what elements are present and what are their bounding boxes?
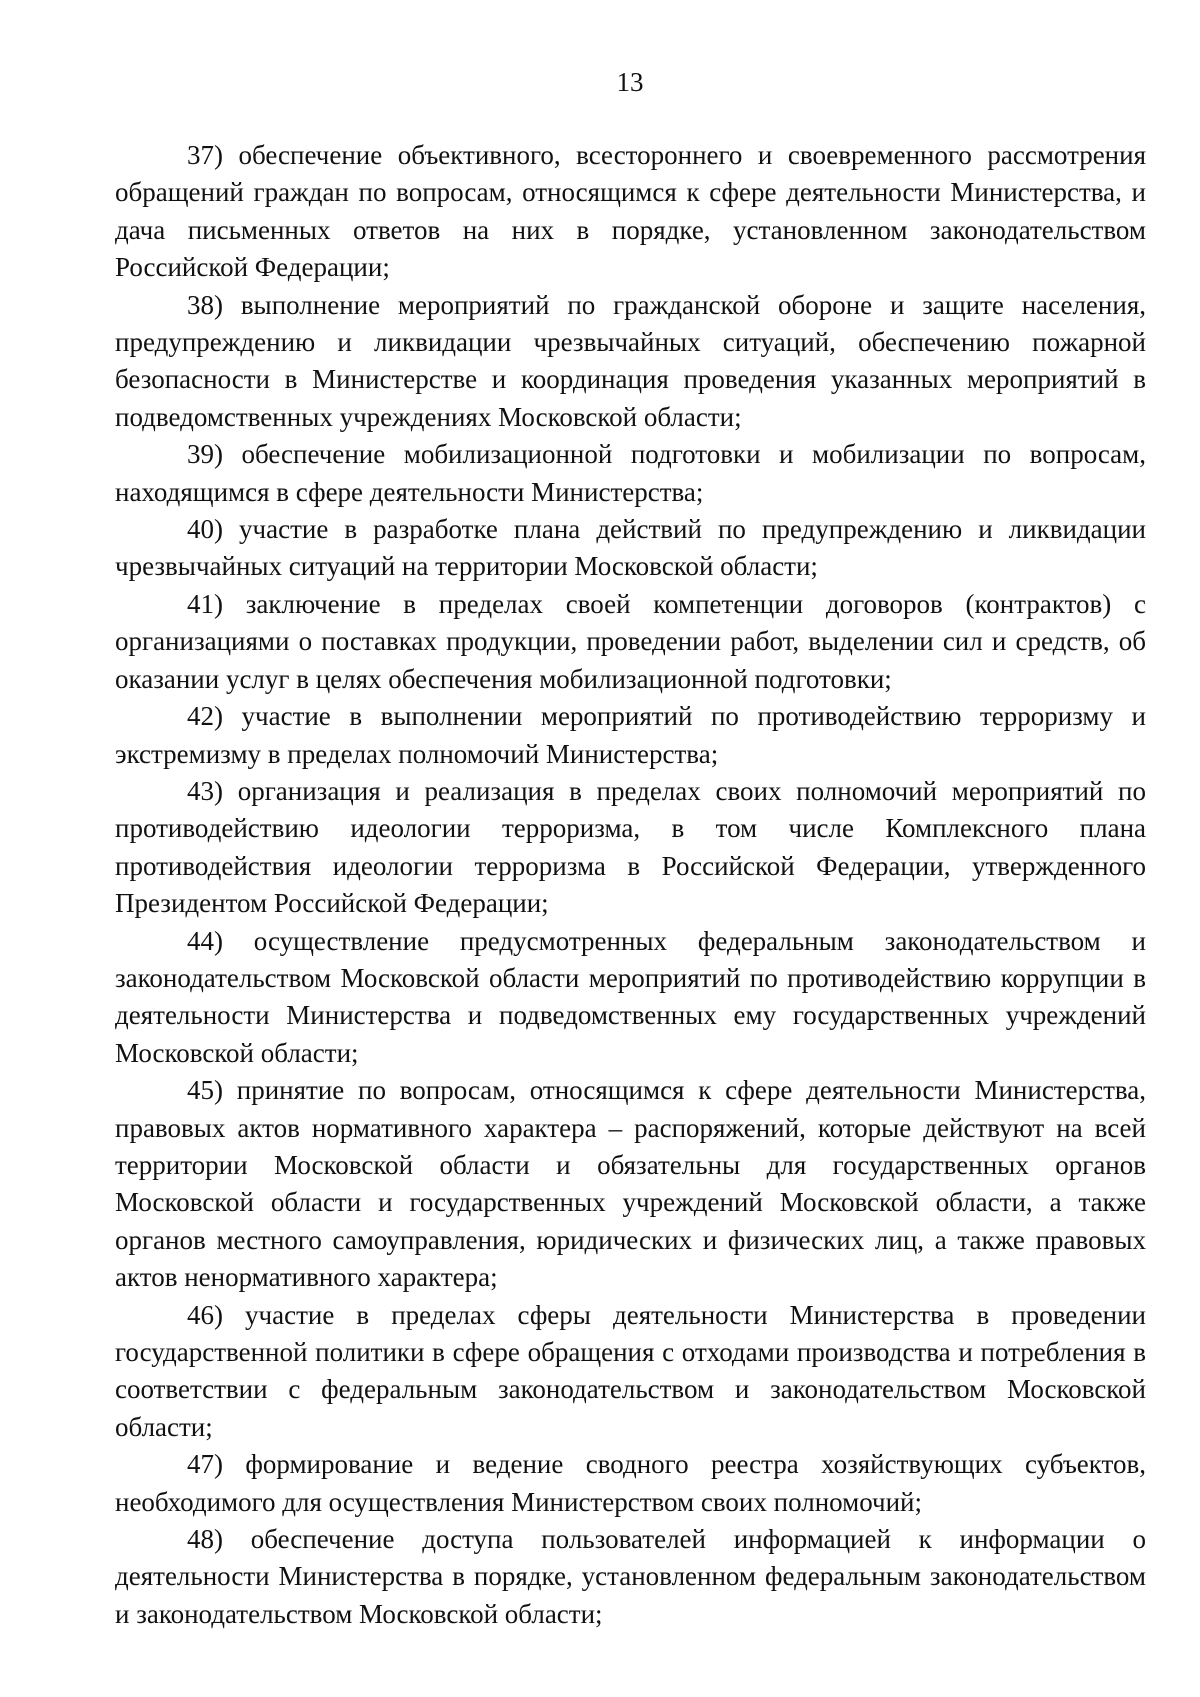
document-body xyxy=(115,137,1146,1633)
list-item-48: 48) обеспечение доступа пользователей информацией к информации о деятельности Министерства в порядке, установленном федеральным законодательством и законодательством Московской области; xyxy=(115,1524,1146,1629)
list-item-45: 45) принятие по вопросам, относящимся к сфере деятельности Министерства, правовых актов нормативного характера – распоряжений, которые действуют на всей территории Московской области и обязательны для государственных органов Московской области и государственных учреждений Московской области, а также органов местного самоуправления, юридических и физических лиц, а также правовых актов ненормативного характера; xyxy=(115,1075,1146,1293)
page-number: 13 xyxy=(616,67,644,97)
list-item-42: 42) участие в выполнении мероприятий по противодействию терроризму и экстремизму в пределах полномочий Министерства; xyxy=(115,701,1146,769)
list-item-47: 47) формирование и ведение сводного реестра хозяйствующих субъектов, необходимого для осуществления Министерством своих полномочий; xyxy=(115,1449,1146,1517)
list-item-40: 40) участие в разработке плана действий по предупреждению и ликвидации чрезвычайных ситуаций на территории Московской области; xyxy=(115,514,1146,582)
list-item-46: 46) участие в пределах сферы деятельности Министерства в проведении государственной политики в сфере обращения с отходами производства и потребления в соответствии с федеральным законодательством и законодательством Московской области; xyxy=(115,1299,1146,1442)
list-item-44: 44) осуществление предусмотренных федеральным законодательством и законодательством Московской области мероприятий по противодействию коррупции в деятельности Министерства и подведомственных ему государственных учреждений Московской области; xyxy=(115,925,1146,1068)
list-item-39: 39) обеспечение мобилизационной подготовки и мобилизации по вопросам, находящимся в сфере деятельности Министерства; xyxy=(115,439,1146,507)
list-item-43: 43) организация и реализация в пределах своих полномочий мероприятий по противодействию идеологии терроризма, в том числе Комплексного плана противодействия идеологии терроризма в Российской Федерации, утвержденного Президентом Российской Федерации; xyxy=(115,775,1146,919)
list-item-41: 41) заключение в пределах своей компетенции договоров (контрактов) с организациями о поставках продукции, проведении работ, выделении сил и средств, об оказании услуг в целях обеспечения мобилизационной подготовки; xyxy=(115,588,1146,694)
list-item-37: 37) обеспечение объективного, всестороннего и своевременного рассмотрения обращений граждан по вопросам, относящимся к сфере деятельности Министерства, и дача письменных ответов на них в порядке, установленном законодательством Российской Федерации; xyxy=(115,140,1146,283)
list-item-38: 38) выполнение мероприятий по гражданской обороне и защите населения, предупреждению и ликвидации чрезвычайных ситуаций, обеспечению пожарной безопасности в Министерстве и координация проведения указанных мероприятий в подведомственных учреждениях Московской области; xyxy=(115,289,1146,432)
